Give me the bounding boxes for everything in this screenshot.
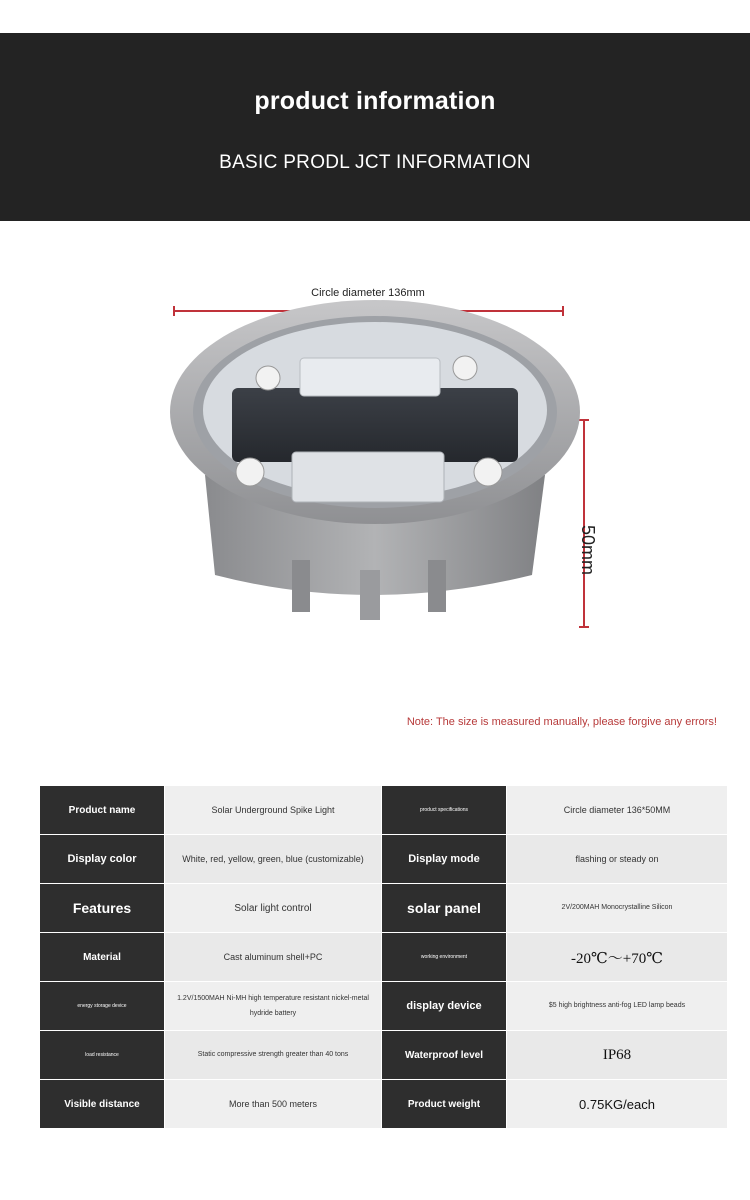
spec-value: 0.75KG/each bbox=[507, 1080, 728, 1129]
diameter-label: Circle diameter 136mm bbox=[311, 287, 425, 299]
product-figure bbox=[0, 240, 750, 710]
product-illustration bbox=[0, 240, 750, 710]
spec-key: Product weight bbox=[382, 1080, 507, 1129]
spec-key: Visible distance bbox=[40, 1080, 165, 1129]
table-row bbox=[40, 835, 728, 884]
table-row bbox=[40, 982, 728, 1031]
height-dimension-line bbox=[579, 420, 589, 627]
spec-key: Waterproof level bbox=[382, 1031, 507, 1080]
table-row bbox=[40, 933, 728, 982]
table-row bbox=[40, 1080, 728, 1129]
table-row bbox=[40, 786, 728, 835]
spec-key: working environment bbox=[382, 933, 507, 982]
spec-value: White, red, yellow, green, blue (customizable) bbox=[165, 835, 382, 884]
page-title: product information bbox=[254, 87, 496, 115]
spec-value: $5 high brightness anti-fog LED lamp beads bbox=[507, 982, 728, 1031]
measurement-note: Note: The size is measured manually, please forgive any errors! bbox=[406, 716, 717, 728]
spec-value: Solar Underground Spike Light bbox=[165, 786, 382, 835]
table-row bbox=[40, 1031, 728, 1080]
table-row bbox=[40, 884, 728, 933]
spec-value: Cast aluminum shell+PC bbox=[165, 933, 382, 982]
spec-key: Display mode bbox=[382, 835, 507, 884]
spec-value: Solar light control bbox=[165, 884, 382, 933]
spec-value: 1.2V/1500MAH Ni-MH high temperature resistant nickel-metal hydride battery bbox=[165, 982, 382, 1031]
spec-key: Display color bbox=[40, 835, 165, 884]
spec-value: 2V/200MAH Monocrystalline Silicon bbox=[507, 884, 728, 933]
spec-key: display device bbox=[382, 982, 507, 1031]
spec-key: load resistance bbox=[40, 1031, 165, 1080]
spec-value: Circle diameter 136*50MM bbox=[507, 786, 728, 835]
spec-value: More than 500 meters bbox=[165, 1080, 382, 1129]
header-banner bbox=[0, 33, 750, 221]
spec-value: IP68 bbox=[507, 1031, 728, 1080]
spec-value: Static compressive strength greater than 40 tons bbox=[165, 1031, 382, 1080]
spec-key: Product name bbox=[40, 786, 165, 835]
spec-key: product specifications bbox=[382, 786, 507, 835]
spec-key: Material bbox=[40, 933, 165, 982]
light-housing bbox=[170, 300, 580, 620]
page-subtitle: BASIC PRODL JCT INFORMATION bbox=[219, 152, 531, 173]
spec-table bbox=[39, 785, 728, 1129]
spec-key: Features bbox=[40, 884, 165, 933]
height-label: 50mm bbox=[578, 525, 598, 576]
spec-value: -20℃～+70℃ bbox=[507, 933, 728, 982]
spec-key: solar panel bbox=[382, 884, 507, 933]
spec-key: energy storage device bbox=[40, 982, 165, 1031]
spec-value: flashing or steady on bbox=[507, 835, 728, 884]
